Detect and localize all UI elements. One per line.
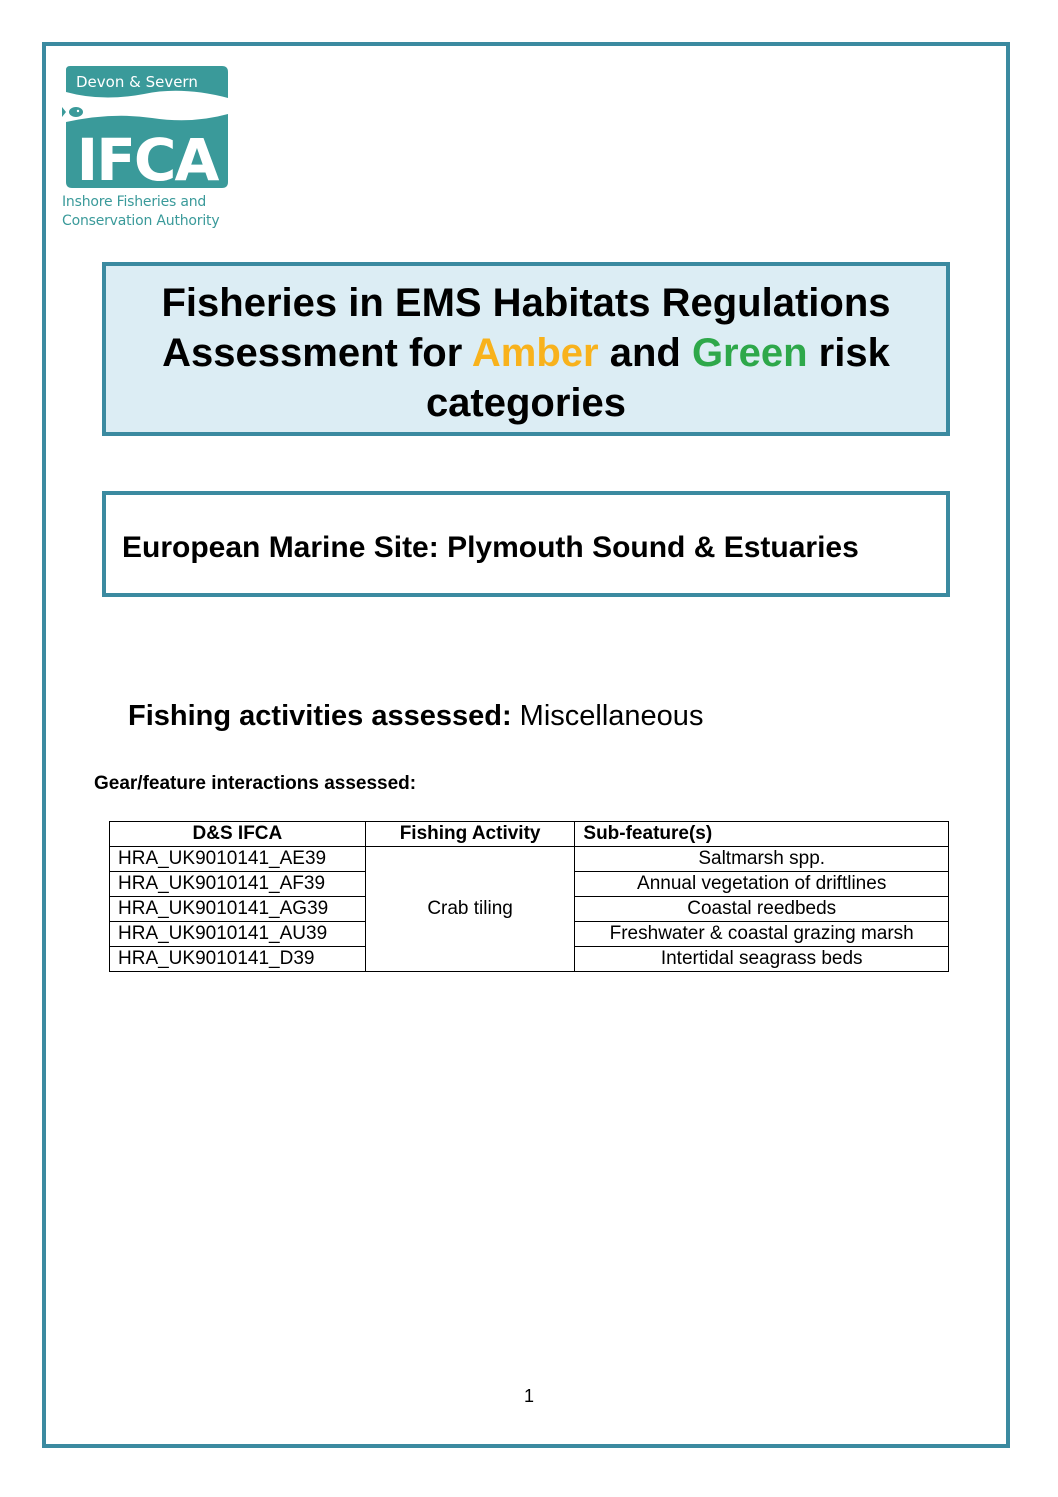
- row-feature: Intertidal seagrass beds: [575, 947, 949, 972]
- fishing-activities-value: Miscellaneous: [511, 700, 704, 732]
- title-line-2-prefix: Assessment for: [162, 331, 472, 375]
- header-fishing-activity: Fishing Activity: [365, 822, 575, 847]
- row-feature: Saltmarsh spp.: [575, 847, 949, 872]
- row-feature: Coastal reedbeds: [575, 897, 949, 922]
- gear-heading: Gear/feature interactions assessed:: [94, 773, 417, 794]
- title-box: [102, 262, 950, 436]
- row-code: HRA_UK9010141_AF39: [110, 872, 366, 897]
- ifca-logo-graphic: [62, 64, 234, 204]
- title-amber-word: Amber: [471, 331, 599, 375]
- row-feature: Freshwater & coastal grazing marsh: [575, 922, 949, 947]
- ifca-logo: [62, 64, 234, 236]
- fishing-activities-label: Fishing activities assessed:: [128, 700, 512, 732]
- title-green-word: Green: [691, 331, 808, 375]
- page-border: [42, 42, 1010, 1448]
- activity-cell: Crab tiling: [365, 847, 575, 972]
- row-code: HRA_UK9010141_AG39: [110, 897, 366, 922]
- table-row: [110, 847, 949, 872]
- table-header-row: [110, 822, 949, 847]
- row-code: HRA_UK9010141_AU39: [110, 922, 366, 947]
- gear-feature-table: [109, 821, 949, 972]
- logo-org-line1: Inshore Fisheries and: [62, 194, 207, 210]
- logo-org-top: Devon & Severn: [76, 73, 198, 91]
- page-number: 1: [523, 1386, 534, 1406]
- row-feature: Annual vegetation of driftlines: [575, 872, 949, 897]
- title-and-word: and: [598, 331, 692, 375]
- site-name: European Marine Site: Plymouth Sound & Estuaries: [122, 531, 859, 564]
- title-line-2-suffix: risk: [807, 331, 890, 375]
- fish-icon: [62, 107, 83, 117]
- title-line-3: categories: [425, 381, 627, 425]
- logo-org-main: IFCA: [76, 126, 218, 194]
- site-box: [102, 491, 950, 597]
- row-code: HRA_UK9010141_AE39: [110, 847, 366, 872]
- logo-org-line2: Conservation Authority: [62, 213, 220, 229]
- title-line-2: [106, 328, 946, 378]
- title-line-1: Fisheries in EMS Habitats Regulations: [161, 281, 891, 325]
- row-code: HRA_UK9010141_D39: [110, 947, 366, 972]
- header-ifca: D&S IFCA: [110, 822, 366, 847]
- fishing-activities: [128, 700, 703, 733]
- header-sub-features: Sub-feature(s): [575, 822, 949, 847]
